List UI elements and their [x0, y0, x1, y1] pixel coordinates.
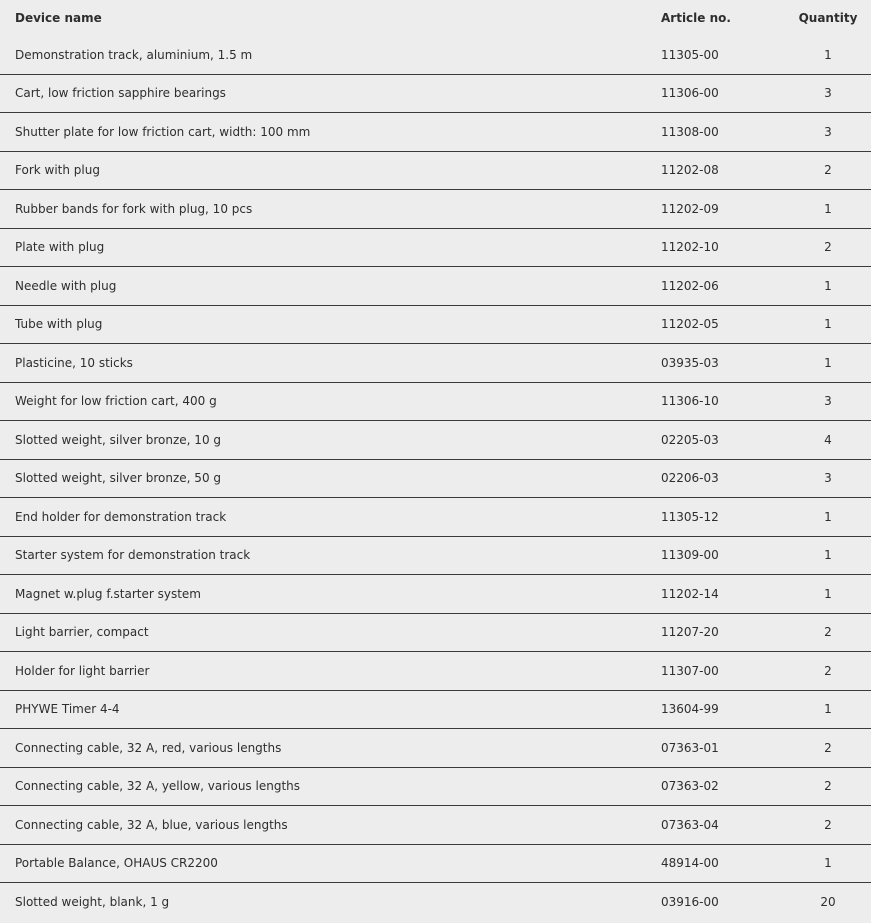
table-row	[0, 152, 871, 191]
article-no-cell: 03935-03	[661, 355, 719, 370]
device-name-cell: Connecting cable, 32 A, blue, various lengths	[15, 817, 288, 832]
article-no-cell: 11308-00	[661, 124, 719, 139]
device-name-cell: Light barrier, compact	[15, 625, 149, 640]
quantity-cell: 1	[824, 586, 832, 601]
article-no-cell: 48914-00	[661, 856, 719, 871]
table-row	[0, 768, 871, 807]
device-name-cell: Rubber bands for fork with plug, 10 pcs	[15, 201, 253, 216]
quantity-cell: 20	[820, 895, 836, 910]
device-name-cell: Slotted weight, silver bronze, 10 g	[15, 432, 222, 447]
article-no-cell: 03916-00	[661, 895, 719, 910]
quantity-cell: 1	[824, 47, 832, 62]
quantity-cell: 1	[824, 856, 832, 871]
article-no-cell: 11202-06	[661, 278, 719, 293]
quantity-cell: 1	[824, 355, 832, 370]
article-no-cell: 07363-01	[661, 740, 719, 755]
header-article-no: Article no.	[661, 11, 731, 25]
article-no-cell: 07363-04	[661, 817, 719, 832]
quantity-cell: 1	[824, 317, 832, 332]
table-header	[0, 0, 871, 36]
article-no-cell: 07363-02	[661, 779, 719, 794]
device-name-cell: Slotted weight, blank, 1 g	[15, 895, 170, 910]
table-row	[0, 36, 871, 75]
device-name-cell: Starter system for demonstration track	[15, 548, 251, 563]
header-device-name: Device name	[15, 11, 102, 25]
table-row	[0, 729, 871, 768]
quantity-cell: 4	[824, 432, 832, 447]
device-name-cell: Tube with plug	[15, 317, 103, 332]
article-no-cell: 11202-08	[661, 163, 719, 178]
device-name-cell: Plate with plug	[15, 240, 105, 255]
table-row	[0, 537, 871, 576]
quantity-cell: 2	[824, 779, 832, 794]
quantity-cell: 2	[824, 740, 832, 755]
article-no-cell: 11307-00	[661, 663, 719, 678]
table-row	[0, 691, 871, 730]
quantity-cell: 2	[824, 240, 832, 255]
device-name-cell: Plasticine, 10 sticks	[15, 355, 133, 370]
device-name-cell: Needle with plug	[15, 278, 117, 293]
device-name-cell: End holder for demonstration track	[15, 509, 227, 524]
quantity-cell: 3	[824, 124, 832, 139]
device-name-cell: PHYWE Timer 4-4	[15, 702, 120, 717]
article-no-cell: 11202-10	[661, 240, 719, 255]
device-name-cell: Weight for low friction cart, 400 g	[15, 394, 217, 409]
quantity-cell: 2	[824, 163, 832, 178]
table-row	[0, 383, 871, 422]
table-row	[0, 460, 871, 499]
quantity-cell: 3	[824, 394, 832, 409]
quantity-cell: 2	[824, 663, 832, 678]
device-name-cell: Cart, low friction sapphire bearings	[15, 86, 226, 101]
table-row	[0, 575, 871, 614]
article-no-cell: 11306-00	[661, 86, 719, 101]
device-name-cell: Connecting cable, 32 A, red, various lengths	[15, 740, 282, 755]
table-row	[0, 614, 871, 653]
header-quantity: Quantity	[798, 11, 858, 25]
table-row	[0, 845, 871, 884]
article-no-cell: 11309-00	[661, 548, 719, 563]
quantity-cell: 2	[824, 817, 832, 832]
device-name-cell: Shutter plate for low friction cart, width: 100 mm	[15, 124, 311, 139]
device-name-cell: Fork with plug	[15, 163, 100, 178]
article-no-cell: 11202-14	[661, 586, 719, 601]
quantity-cell: 1	[824, 278, 832, 293]
table-row	[0, 113, 871, 152]
table-body	[0, 36, 871, 922]
article-no-cell: 02206-03	[661, 471, 719, 486]
device-name-cell: Holder for light barrier	[15, 663, 150, 678]
quantity-cell: 1	[824, 702, 832, 717]
article-no-cell: 11207-20	[661, 625, 719, 640]
article-no-cell: 11202-05	[661, 317, 719, 332]
article-no-cell: 11305-00	[661, 47, 719, 62]
table-row	[0, 229, 871, 268]
quantity-cell: 3	[824, 471, 832, 486]
table-row	[0, 421, 871, 460]
article-no-cell: 11202-09	[661, 201, 719, 216]
device-name-cell: Demonstration track, aluminium, 1.5 m	[15, 47, 253, 62]
quantity-cell: 1	[824, 509, 832, 524]
table-row	[0, 883, 871, 922]
table-row	[0, 306, 871, 345]
table-row	[0, 806, 871, 845]
device-name-cell: Magnet w.plug f.starter system	[15, 586, 201, 601]
table-row	[0, 75, 871, 114]
device-name-cell: Connecting cable, 32 A, yellow, various lengths	[15, 779, 300, 794]
table-row	[0, 652, 871, 691]
article-no-cell: 11306-10	[661, 394, 719, 409]
quantity-cell: 3	[824, 86, 832, 101]
device-name-cell: Portable Balance, OHAUS CR2200	[15, 856, 218, 871]
table-row	[0, 498, 871, 537]
article-no-cell: 11305-12	[661, 509, 719, 524]
device-name-cell: Slotted weight, silver bronze, 50 g	[15, 471, 222, 486]
quantity-cell: 2	[824, 625, 832, 640]
quantity-cell: 1	[824, 201, 832, 216]
article-no-cell: 02205-03	[661, 432, 719, 447]
table-row	[0, 267, 871, 306]
table-row	[0, 344, 871, 383]
quantity-cell: 1	[824, 548, 832, 563]
article-no-cell: 13604-99	[661, 702, 719, 717]
table-row	[0, 190, 871, 229]
